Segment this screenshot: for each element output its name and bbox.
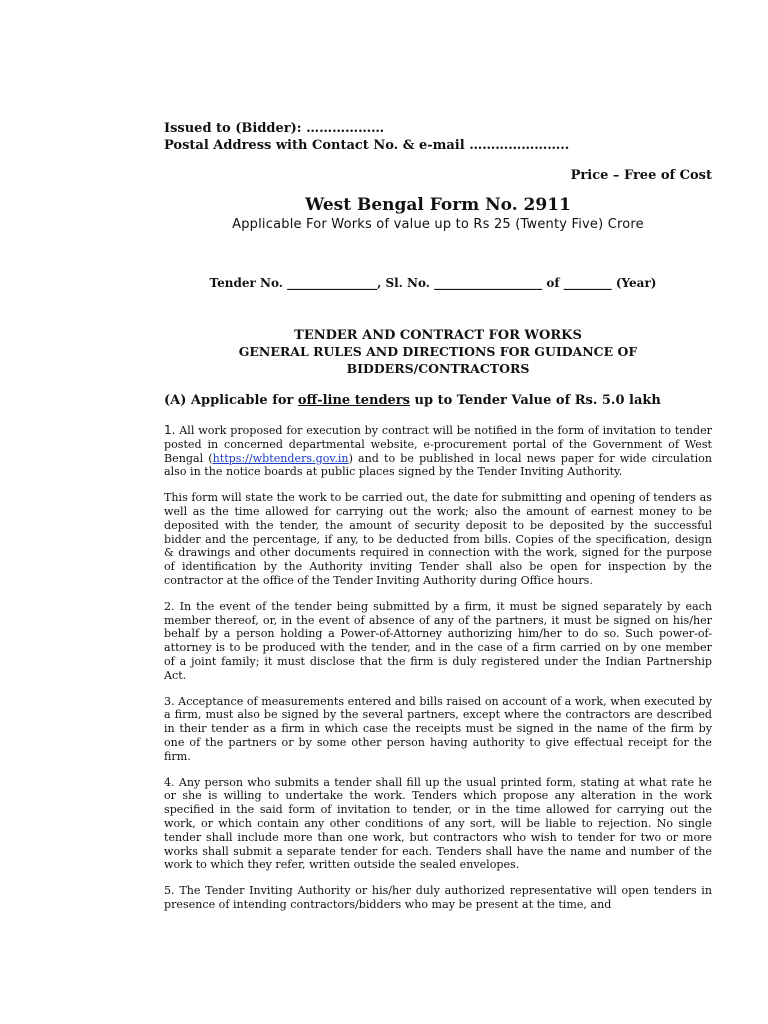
paragraph-3: 3. Acceptance of measurements entered and bills raised on account of a work, when executed by a firm, must also be signed by the several partners, except where the contractors are described in their tender as a firm in which case the receipts must be signed in the name of the firm by one of the partners or by some other person having authority to give effectual receipt for the firm. [164, 694, 712, 763]
postal-address-line: Postal Address with Contact No. & e-mail ………………….. [164, 138, 570, 153]
paragraph-2: 2. In the event of the tender being submitted by a firm, it must be signed separately by each member thereof, or, in the event of absence of any of the partners, it must be signed on his/her behalf by a person holding a Power-of-Attorney authorizing him/her to do so. Such power-of-attorney is to be produced with the tender, and in the case of a firm carried on by one member of a joint family; it must disclose that the firm is duly registered under the Indian Partnership Act. [164, 599, 712, 682]
section-a-heading [164, 393, 712, 408]
paragraph-5: 5. The Tender Inviting Authority or his/her duly authorized representative will open tenders in presence of intending contractors/bidders who may be present at the time, and [164, 884, 712, 911]
document-body [164, 120, 712, 912]
paragraph-4: 4. Any person who submits a tender shall fill up the usual printed form, stating at what rate he or she is willing to undertake the work. Tenders which propose any alteration in the work specified in the said form of invitation to tender, or in the time allowed for carrying out the work, or which contain any other conditions of any sort, will be liable to rejection. No single tender shall include more than one work, but contractors who wish to tender for two or more works shall submit a separate tender for each. Tenders shall have the name and number of the work to which they refer, written outside the sealed envelopes. [164, 775, 712, 872]
form-title: West Bengal Form No. 2911 [305, 195, 571, 215]
paragraph-1b: This form will state the work to be carried out, the date for submitting and opening of tenders as well as the time allowed for carrying out the work; also the amount of earnest money to be deposited with the tender, the amount of security deposit to be deposited by the successful bidder and the percentage, if any, to be deducted from bills. Copies of the specification, design & drawings and other documents required in connection with the work, signed for the purpose of identification by the Authority inviting Tender shall also be open for inspection by the contractor at the office of the Tender Inviting Authority during Office hours. [164, 491, 712, 587]
paragraph-1-text-a: All work proposed for execution by contract will be notified in the form of invitation to tender posted in concerned departmental website, e-procurement portal of the Government of West Bengal ( [164, 424, 712, 465]
heading-tender-contract: TENDER AND CONTRACT FOR WORKS [294, 328, 582, 343]
section-a-offline-tenders: off-line tenders [297, 393, 410, 408]
paragraph-1-text-b: ) and to be published in local news paper for wide circulation also in the notice boards at public places signed by the Tender Inviting Authority. [164, 451, 713, 479]
section-a-prefix: (A) Applicable for [164, 393, 298, 408]
form-subtitle: Applicable For Works of value up to Rs 25 (Twenty Five) Crore [232, 217, 644, 232]
price-label: Price – Free of Cost [570, 168, 712, 183]
issued-to-line: Issued to (Bidder): ……………… [164, 121, 385, 136]
heading-general-rules: GENERAL RULES AND DIRECTIONS FOR GUIDANCE OF [238, 344, 638, 359]
wbtenders-link[interactable]: https://wbtenders.gov.in [212, 451, 349, 465]
tender-number-line: Tender No. _______________, Sl. No. __________________ of ________ (Year) [209, 276, 657, 290]
paragraph-1 [164, 424, 712, 479]
heading-bidders: BIDDERS/CONTRACTORS [346, 361, 530, 376]
section-a-suffix: up to Tender Value of Rs. 5.0 lakh [409, 393, 661, 408]
paragraph-1-number: 1. [164, 423, 176, 437]
